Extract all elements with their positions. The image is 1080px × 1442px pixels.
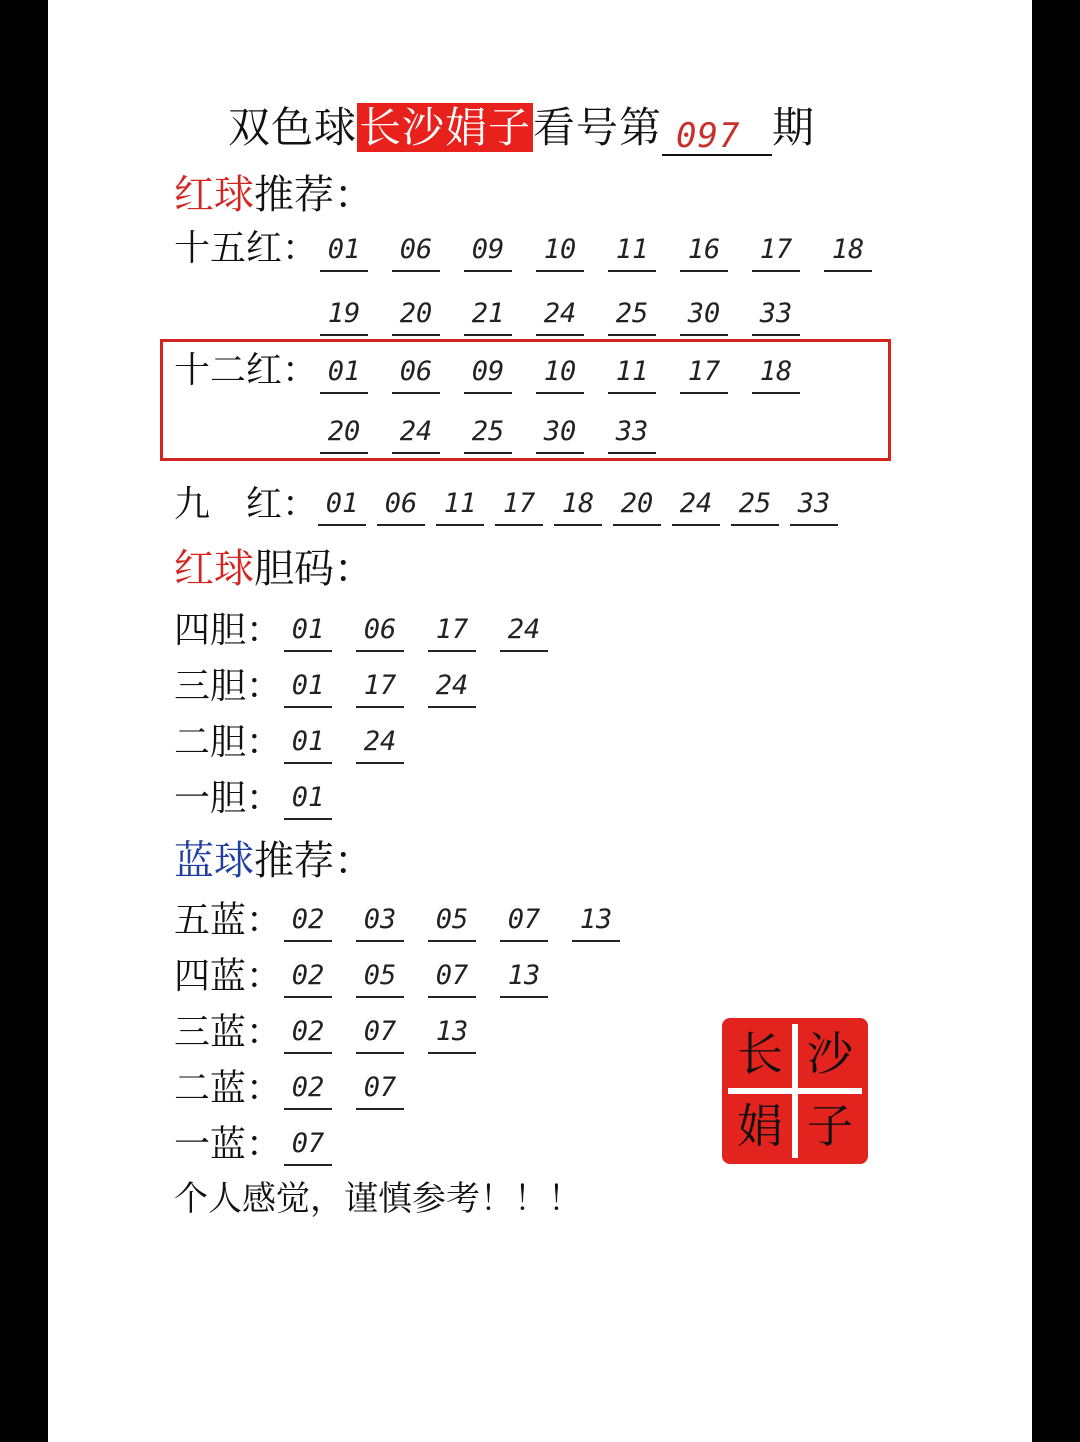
number-slot: 01 bbox=[284, 778, 332, 820]
number-slot: 11 bbox=[436, 484, 484, 526]
page-title bbox=[228, 100, 815, 156]
red-recommend-heading bbox=[174, 170, 374, 220]
seal-stamp bbox=[722, 1018, 868, 1164]
number-slot: 11 bbox=[608, 352, 656, 394]
blue-row-2-label: 二蓝： bbox=[174, 1068, 283, 1109]
dan-row-2-label: 二胆： bbox=[174, 722, 283, 763]
number-slot: 18 bbox=[554, 484, 602, 526]
number-slot: 07 bbox=[500, 900, 548, 942]
disclaimer-note: 个人感觉，谨慎参考！！！ bbox=[174, 1179, 582, 1219]
number-slot: 17 bbox=[495, 484, 543, 526]
number-slot: 02 bbox=[284, 900, 332, 942]
number-slot: 30 bbox=[680, 294, 728, 336]
number-slot: 24 bbox=[356, 722, 404, 764]
number-slot: 33 bbox=[752, 294, 800, 336]
number-slot: 24 bbox=[392, 412, 440, 454]
title-middle: 看号第 bbox=[533, 103, 663, 152]
blue-recommend-rest: 推荐： bbox=[254, 838, 374, 884]
dan-row-3-label: 三胆： bbox=[174, 666, 283, 707]
number-slot: 06 bbox=[356, 610, 404, 652]
fifteen-red-row bbox=[174, 226, 318, 272]
number-slot: 20 bbox=[392, 294, 440, 336]
number-slot: 07 bbox=[356, 1012, 404, 1054]
red-recommend-rest: 推荐： bbox=[254, 172, 374, 218]
seal-divider-horizontal bbox=[728, 1088, 862, 1094]
dan-row-2 bbox=[174, 720, 282, 766]
number-slot: 18 bbox=[752, 352, 800, 394]
number-slot: 33 bbox=[790, 484, 838, 526]
seal-char-1: 长 bbox=[737, 1027, 783, 1081]
number-slot: 17 bbox=[680, 352, 728, 394]
red-recommend-colored: 红球 bbox=[174, 172, 254, 218]
number-slot: 01 bbox=[320, 352, 368, 394]
number-slot: 20 bbox=[613, 484, 661, 526]
red-dan-heading bbox=[174, 544, 374, 594]
number-slot: 16 bbox=[680, 230, 728, 272]
issue-blank bbox=[662, 106, 772, 156]
number-slot: 25 bbox=[464, 412, 512, 454]
number-slot: 02 bbox=[284, 1012, 332, 1054]
number-slot: 24 bbox=[672, 484, 720, 526]
seal-char-4: 子 bbox=[807, 1099, 853, 1153]
blue-row-2 bbox=[174, 1066, 282, 1112]
blue-row-3 bbox=[174, 1010, 282, 1056]
blue-row-1 bbox=[174, 1122, 282, 1168]
twelve-red-label: 十二红： bbox=[174, 350, 319, 391]
blue-row-1-label: 一蓝： bbox=[174, 1124, 283, 1165]
number-slot: 25 bbox=[608, 294, 656, 336]
number-slot: 13 bbox=[572, 900, 620, 942]
red-dan-rest: 胆码： bbox=[254, 546, 374, 592]
number-slot: 02 bbox=[284, 1068, 332, 1110]
number-slot: 17 bbox=[428, 610, 476, 652]
number-slot: 18 bbox=[824, 230, 872, 272]
number-slot: 09 bbox=[464, 352, 512, 394]
number-slot: 05 bbox=[428, 900, 476, 942]
blue-row-4-label: 四蓝： bbox=[174, 956, 283, 997]
seal-char-3: 娟 bbox=[737, 1099, 783, 1153]
number-slot: 24 bbox=[428, 666, 476, 708]
nine-red-row bbox=[174, 482, 318, 528]
title-brand: 长沙娟子 bbox=[359, 103, 532, 152]
number-slot: 01 bbox=[284, 722, 332, 764]
number-slot: 25 bbox=[731, 484, 779, 526]
number-slot: 17 bbox=[752, 230, 800, 272]
number-slot: 06 bbox=[392, 352, 440, 394]
number-slot: 10 bbox=[536, 230, 584, 272]
number-slot: 01 bbox=[284, 666, 332, 708]
number-slot: 05 bbox=[356, 956, 404, 998]
number-slot: 17 bbox=[356, 666, 404, 708]
issue-number: 097 bbox=[676, 116, 741, 156]
blue-row-4 bbox=[174, 954, 282, 1000]
number-slot: 06 bbox=[377, 484, 425, 526]
dan-row-3 bbox=[174, 664, 282, 710]
fifteen-red-label: 十五红： bbox=[174, 228, 319, 269]
number-slot: 01 bbox=[284, 610, 332, 652]
dan-row-1 bbox=[174, 776, 282, 822]
number-slot: 03 bbox=[356, 900, 404, 942]
number-slot: 01 bbox=[318, 484, 366, 526]
blue-row-5 bbox=[174, 898, 282, 944]
number-slot: 24 bbox=[500, 610, 548, 652]
number-slot: 21 bbox=[464, 294, 512, 336]
dan-row-4 bbox=[174, 608, 282, 654]
title-suffix: 期 bbox=[772, 103, 816, 152]
number-slot: 07 bbox=[356, 1068, 404, 1110]
dan-row-4-label: 四胆： bbox=[174, 610, 283, 651]
number-slot: 07 bbox=[284, 1124, 332, 1166]
number-slot: 20 bbox=[320, 412, 368, 454]
number-slot: 09 bbox=[464, 230, 512, 272]
blue-recommend-heading bbox=[174, 836, 374, 886]
number-slot: 24 bbox=[536, 294, 584, 336]
number-slot: 33 bbox=[608, 412, 656, 454]
seal-char-2: 沙 bbox=[807, 1027, 853, 1081]
number-slot: 13 bbox=[428, 1012, 476, 1054]
number-slot: 19 bbox=[320, 294, 368, 336]
red-dan-colored: 红球 bbox=[174, 546, 254, 592]
number-slot: 30 bbox=[536, 412, 584, 454]
blue-row-5-label: 五蓝： bbox=[174, 900, 283, 941]
number-slot: 07 bbox=[428, 956, 476, 998]
blue-recommend-colored: 蓝球 bbox=[174, 838, 254, 884]
number-slot: 06 bbox=[392, 230, 440, 272]
dan-row-1-label: 一胆： bbox=[174, 778, 283, 819]
number-slot: 11 bbox=[608, 230, 656, 272]
number-slot: 10 bbox=[536, 352, 584, 394]
number-slot: 01 bbox=[320, 230, 368, 272]
number-slot: 02 bbox=[284, 956, 332, 998]
number-slot: 13 bbox=[500, 956, 548, 998]
twelve-red-row bbox=[174, 348, 318, 394]
nine-red-label: 九 红： bbox=[174, 484, 319, 525]
blue-row-3-label: 三蓝： bbox=[174, 1012, 283, 1053]
title-prefix: 双色球 bbox=[228, 103, 358, 152]
